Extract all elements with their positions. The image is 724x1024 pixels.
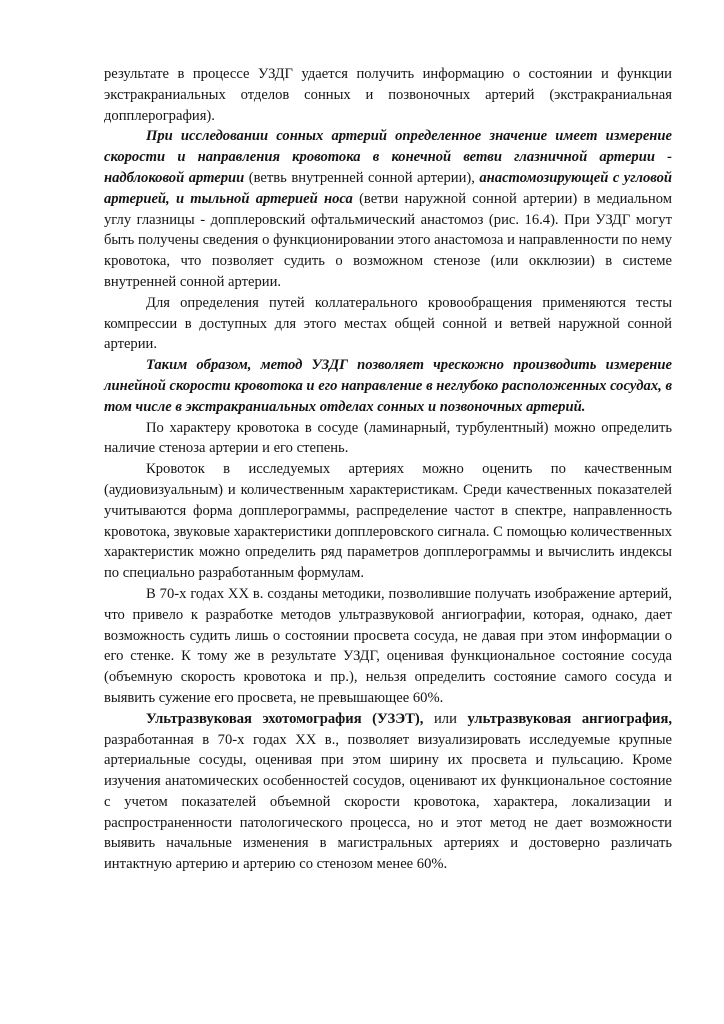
paragraph-7: В 70-х годах XX в. созданы методики, позволившие получать изображение артерий, что привело к разработке методов ультразвуковой ангиографии, которая, однако, дает возможность судить лишь о состоянии просвета сосуда, не давая при этом информации о его стенке. К тому же в результате УЗДГ, оценивая функциональное состояние сосуда (объемную скорость кровотока и пр.), нельзя определить состояние самого сосуда и выявить сужение его просвета, не превышающее 60%.	[104, 585, 672, 706]
paragraph-5: По характеру кровотока в сосуде (ламинарный, турбулентный) можно определить наличие стеноза артерии и его степень.	[104, 419, 672, 457]
paragraph-8-text-1: или	[423, 710, 468, 727]
paragraph-3: Для определения путей коллатерального кровообращения применяются тесты компрессии в доступных для этого местах общей сонной и ветвей наружной сонной артерии.	[104, 294, 672, 353]
paragraph-8-text-2: разработанная в 70-х годах XX в., позволяет визуализировать исследуемые крупные артериальные сосуды, оценивая при этом ширину их просвета и пульсацию. Кроме изучения анатомических особенностей сосудов, оценивают их функциональное состояние с учетом показателей объемной скорости кровотока, характера, локализации и распространенности патологического процесса, но и этот метод не дает возможности выявить начальные изменения в магистральных артериях и достоверно различать интактную артерию и артерию со стенозом менее 60%.	[104, 731, 672, 873]
paragraph-8-term-2: ультразвуковая ангиография,	[467, 710, 672, 727]
paragraph-8	[104, 709, 672, 875]
paragraph-2-text-2: (ветви наружной сонной артерии) в медиальном углу глазницы - допплеровский офтальмический анастомоз (рис. 16.4). При УЗДГ могут быть получены сведения о функционировании этого анастомоза и направленности по нему кровотока, что позволяет судить о возможном стенозе (или окклюзии) в системе внутренней сонной артерии.	[104, 190, 672, 290]
paragraph-8-term-1: Ультразвуковая эхотомография (УЗЭТ),	[146, 710, 424, 727]
paragraph-2-emphasis-1: При исследовании сонных артерий определенное значение имеет измерение скорости и направления кровотока в конечной ветви глазничной артерии - надблоковой артерии	[104, 128, 672, 186]
document-page	[104, 64, 672, 875]
paragraph-2	[104, 126, 672, 292]
paragraph-1: результате в процессе УЗДГ удается получить информацию о состоянии и функции экстракраниальных отделов сонных и позвоночных артерий (экстракраниальная допплерография).	[104, 66, 672, 124]
paragraph-4-summary: Таким образом, метод УЗДГ позволяет чрескожно производить измерение линейной скорости кровотока и его направление в неглубоко расположенных сосудах, в том числе в экстракраниальных отделах сонных и позвоночных артерий.	[104, 357, 672, 415]
paragraph-2-text-1: (ветвь внутренней сонной артерии),	[244, 169, 480, 186]
paragraph-6: Кровоток в исследуемых артериях можно оценить по качественным (аудиовизуальным) и количественным характеристикам. Среди качественных показателей учитываются форма допплерограммы, распределение частот в спектре, направленность кровотока, звуковые характеристики допплеровского сигнала. С помощью количественных характеристик можно определить ряд параметров допплерограммы и вычислить индексы по специально разработанным формулам.	[104, 461, 672, 582]
paragraph-2-emphasis-2: анастомозирующей с угловой артерией, и тыльной артерией носа	[104, 169, 672, 207]
